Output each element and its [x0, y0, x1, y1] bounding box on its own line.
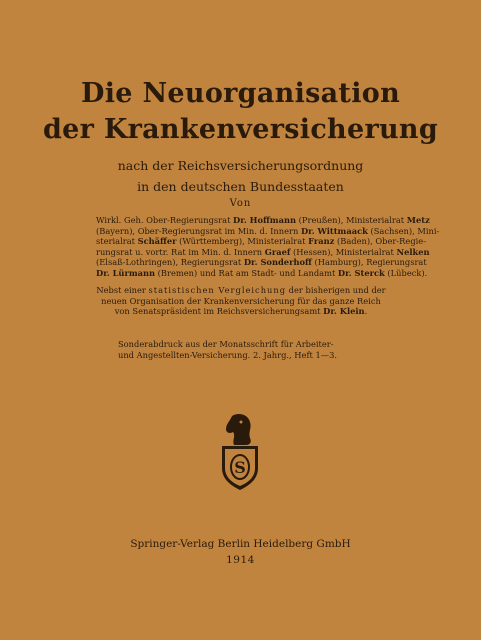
- subtitle-line-2: in den deutschen Bundesstaaten: [137, 179, 344, 194]
- title-line-1: Die Neuorganisation: [81, 78, 400, 109]
- authors-line: rungsrat u. vortr. Rat im Min. d. Innern Graef (Hessen), Ministerialrat Nelken: [96, 246, 430, 257]
- year: 1914: [226, 554, 255, 566]
- sonderabdruck-line-2: und Angestellten-Versicherung. 2. Jahrg., Heft 1—3.: [118, 349, 337, 360]
- sonderabdruck-line-1: Sonderabdruck aus der Monatsschrift für Arbeiter-: [118, 339, 334, 349]
- authors-line: (Bayern), Ober-Regierungsrat im Min. d. Innern Dr. Wittmaack (Sachsen), Mini-: [96, 225, 440, 236]
- authors-block: [96, 215, 440, 279]
- authors-line: Wirkl. Geh. Ober-Regierungsrat Dr. Hoffmann (Preußen), Ministerialrat Metz: [96, 215, 430, 225]
- nebst-block: [96, 285, 386, 317]
- authors-line: (Elsaß-Lothringen), Regierungsrat Dr. Sonderhoff (Hamburg), Regierungsrat: [96, 257, 427, 268]
- subtitle-line-1: nach der Reichsversicherungsordnung: [117, 158, 364, 173]
- nebst-line-1: Nebst einer statistischen Vergleichung der bisherigen und der: [96, 285, 386, 295]
- sonderabdruck-block: [118, 339, 368, 360]
- authors-line: sterialrat Schäffer (Württemberg), Ministerialrat Franz (Baden), Ober-Regie-: [96, 236, 426, 247]
- title-line-2: der Krankenversicherung: [42, 114, 439, 145]
- nebst-line-2: neuen Organisation der Krankenversicherung für das ganze Reich: [101, 295, 381, 306]
- svg-text:S: S: [234, 458, 246, 477]
- von-label: Von: [229, 198, 252, 209]
- publisher: Springer-Verlag Berlin Heidelberg GmbH: [130, 538, 351, 550]
- springer-knight-logo-icon: [214, 412, 266, 492]
- authors-line: Dr. Lürmann (Bremen) und Rat am Stadt- und Landamt Dr. Sterck (Lübeck).: [96, 267, 428, 278]
- nebst-line-3: von Senatspräsident im Reichsversicherungsamt Dr. Klein.: [114, 306, 368, 317]
